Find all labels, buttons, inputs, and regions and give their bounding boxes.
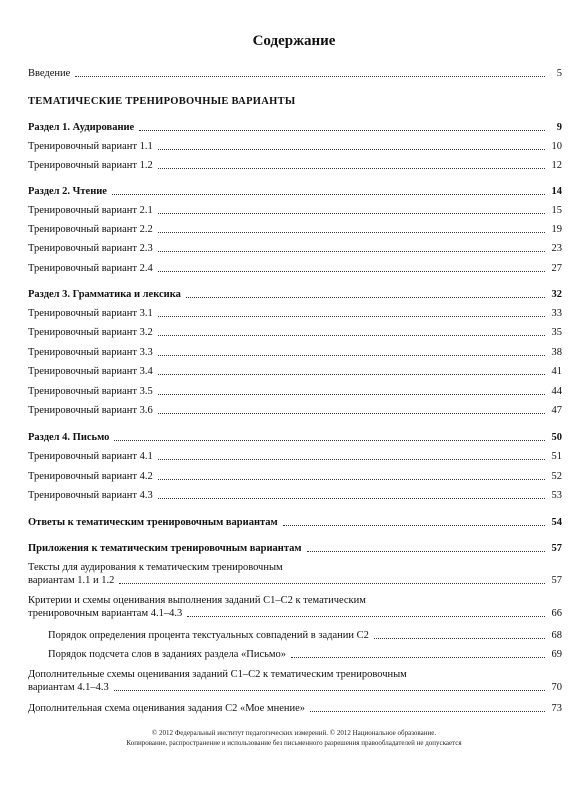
toc-page-number: 33 — [551, 308, 562, 319]
toc-entry-label: Тренировочный вариант 3.3 — [28, 347, 153, 358]
toc-entry-variant-3-4[interactable] — [28, 365, 562, 378]
toc-entry-variant-2-2[interactable] — [28, 223, 562, 236]
toc-entry-label: Приложения к тематическим тренировочным вариантам — [28, 543, 302, 554]
toc-entry-label: Тренировочный вариант 3.2 — [28, 327, 153, 338]
toc-page-number: 54 — [551, 517, 562, 528]
toc-entry-label: Тренировочный вариант 2.2 — [28, 224, 153, 235]
toc-page-number: 15 — [551, 205, 562, 216]
toc-page-number: 5 — [556, 68, 562, 79]
toc-entry-label: Тренировочный вариант 1.1 — [28, 141, 153, 152]
dot-leader — [158, 316, 545, 317]
toc-entry-variant-1-1[interactable] — [28, 140, 562, 153]
toc-page-number: 19 — [551, 224, 562, 235]
toc-page-number: 9 — [556, 122, 562, 133]
toc-entry-label: Тренировочный вариант 4.2 — [28, 471, 153, 482]
dot-leader — [158, 271, 545, 272]
toc-entry-label: Ответы к тематическим тренировочным вариантам — [28, 517, 278, 528]
toc-page-number: 70 — [551, 682, 562, 693]
toc-entry-assessment-criteria[interactable] — [28, 594, 562, 620]
dot-leader — [158, 459, 545, 460]
toc-entry-label: Тренировочный вариант 2.4 — [28, 263, 153, 274]
toc-page-number: 51 — [551, 451, 562, 462]
toc-entry-section-1[interactable] — [28, 121, 562, 134]
toc-entry-label: Тренировочный вариант 1.2 — [28, 160, 153, 171]
dot-leader — [158, 251, 545, 252]
toc-entry-label: Введение — [28, 68, 71, 79]
toc-page-number: 47 — [551, 405, 562, 416]
toc-page-number: 12 — [551, 160, 562, 171]
dot-leader — [158, 335, 545, 336]
toc-page-number: 53 — [551, 490, 562, 501]
toc-entry-variant-1-2[interactable] — [28, 159, 562, 172]
copyright-footer — [0, 728, 588, 748]
toc-page-number: 66 — [551, 608, 562, 619]
toc-entry-label: Раздел 1. Аудирование — [28, 122, 135, 133]
toc-entry-label: Тренировочный вариант 3.1 — [28, 308, 153, 319]
toc-entry-label: Тренировочный вариант 3.5 — [28, 386, 153, 397]
toc-entry-section-2[interactable] — [28, 185, 562, 198]
toc-page-number: 44 — [551, 386, 562, 397]
toc-entry-answers[interactable] — [28, 516, 562, 529]
dot-leader — [158, 213, 545, 214]
dot-leader — [158, 413, 545, 414]
toc-entry-label-line1: Критерии и схемы оценивания выполнения заданий С1–С2 к тематическим — [28, 595, 366, 606]
toc-page-number: 52 — [551, 471, 562, 482]
toc-page-number: 41 — [551, 366, 562, 377]
toc-entry-label: Тренировочный вариант 4.3 — [28, 490, 153, 501]
dot-leader — [158, 394, 545, 395]
toc-entry-variant-4-1[interactable] — [28, 450, 562, 463]
toc-entry-variant-3-5[interactable] — [28, 385, 562, 398]
toc-page-number: 57 — [551, 543, 562, 554]
toc-entry-listening-texts[interactable] — [28, 561, 562, 587]
toc-entry-label-line1: Тексты для аудирования к тематическим тренировочным — [28, 562, 283, 573]
toc-entry-variant-3-1[interactable] — [28, 307, 562, 320]
toc-entry-label: Тренировочный вариант 4.1 — [28, 451, 153, 462]
dot-leader — [187, 616, 545, 617]
toc-page-number: 35 — [551, 327, 562, 338]
dot-leader — [186, 297, 545, 298]
toc-entry-variant-4-3[interactable] — [28, 489, 562, 502]
toc-entry-label-line2: тренировочным вариантам 4.1–4.3 — [28, 608, 183, 619]
page-title: Содержание — [252, 33, 336, 49]
dot-leader — [158, 479, 545, 480]
toc-page-number: 69 — [551, 649, 562, 660]
toc-entry-additional-schemes[interactable] — [28, 668, 562, 694]
toc-page-number: 10 — [551, 141, 562, 152]
toc-page-number: 50 — [551, 432, 562, 443]
dot-leader — [158, 168, 545, 169]
dot-leader — [374, 638, 545, 639]
toc-entry-section-3[interactable] — [28, 288, 562, 301]
toc-entry-variant-3-2[interactable] — [28, 326, 562, 339]
toc-entry-text-match-procedure[interactable] — [48, 629, 562, 642]
toc-entry-intro[interactable] — [28, 67, 562, 80]
toc-entry-label-line2: вариантам 4.1–4.3 — [28, 682, 109, 693]
toc-entry-label: Тренировочный вариант 3.4 — [28, 366, 153, 377]
toc-entry-label: Порядок определения процента текстуальных совпадений в задании С2 — [48, 630, 369, 641]
toc-entry-opinion-scheme[interactable] — [28, 702, 562, 715]
toc-entry-section-4[interactable] — [28, 431, 562, 444]
toc-entry-variant-2-4[interactable] — [28, 262, 562, 275]
dot-leader — [158, 232, 545, 233]
toc-entry-label: Дополнительная схема оценивания задания С2 «Мое мнение» — [28, 703, 306, 714]
toc-entry-variant-3-6[interactable] — [28, 404, 562, 417]
toc-entry-variant-3-3[interactable] — [28, 346, 562, 359]
toc-entry-label-line2: вариантам 1.1 и 1.2 — [28, 575, 115, 586]
dot-leader — [158, 355, 545, 356]
toc-entry-label: Порядок подсчета слов в заданиях раздела «Письмо» — [48, 649, 287, 660]
toc-page-number: 14 — [551, 186, 562, 197]
toc-entry-label: Тренировочный вариант 2.3 — [28, 243, 153, 254]
toc-page-number: 57 — [551, 575, 562, 586]
dot-leader — [158, 149, 545, 150]
toc-entry-label: Раздел 2. Чтение — [28, 186, 107, 197]
toc-entry-variant-4-2[interactable] — [28, 470, 562, 483]
copyright-line-2: Копирование, распространение и использование без письменного разрешения правообладателей не допускается — [126, 739, 462, 747]
dot-leader — [114, 440, 545, 441]
toc-entry-label-line1: Дополнительные схемы оценивания заданий С1–С2 к тематическим тренировочным — [28, 669, 407, 680]
dot-leader — [114, 690, 545, 691]
toc-entry-label: Тренировочный вариант 2.1 — [28, 205, 153, 216]
dot-leader — [119, 583, 545, 584]
dot-leader — [291, 657, 545, 658]
dot-leader — [307, 551, 545, 552]
toc-page-number: 27 — [551, 263, 562, 274]
toc-page-number: 38 — [551, 347, 562, 358]
dot-leader — [139, 130, 545, 131]
toc-entry-variant-2-1[interactable] — [28, 204, 562, 217]
toc-entry-label: Раздел 4. Письмо — [28, 432, 110, 443]
toc-entry-appendices[interactable] — [28, 542, 562, 555]
dot-leader — [310, 711, 545, 712]
dot-leader — [283, 525, 545, 526]
toc-entry-label: Раздел 3. Грамматика и лексика — [28, 289, 181, 300]
toc-page-number: 68 — [551, 630, 562, 641]
dot-leader — [158, 374, 545, 375]
toc-page-number: 32 — [551, 289, 562, 300]
dot-leader — [75, 76, 545, 77]
toc-page-number: 23 — [551, 243, 562, 254]
dot-leader — [112, 194, 545, 195]
toc-page-number: 73 — [551, 703, 562, 714]
section-heading: ТЕМАТИЧЕСКИЕ ТРЕНИРОВОЧНЫЕ ВАРИАНТЫ — [28, 96, 296, 107]
toc-entry-word-count-procedure[interactable] — [48, 648, 562, 661]
dot-leader — [158, 498, 545, 499]
toc-entry-label: Тренировочный вариант 3.6 — [28, 405, 153, 416]
copyright-line-1: © 2012 Федеральный институт педагогических измерений. © 2012 Национальное образование. — [151, 729, 437, 737]
toc-entry-variant-2-3[interactable] — [28, 242, 562, 255]
